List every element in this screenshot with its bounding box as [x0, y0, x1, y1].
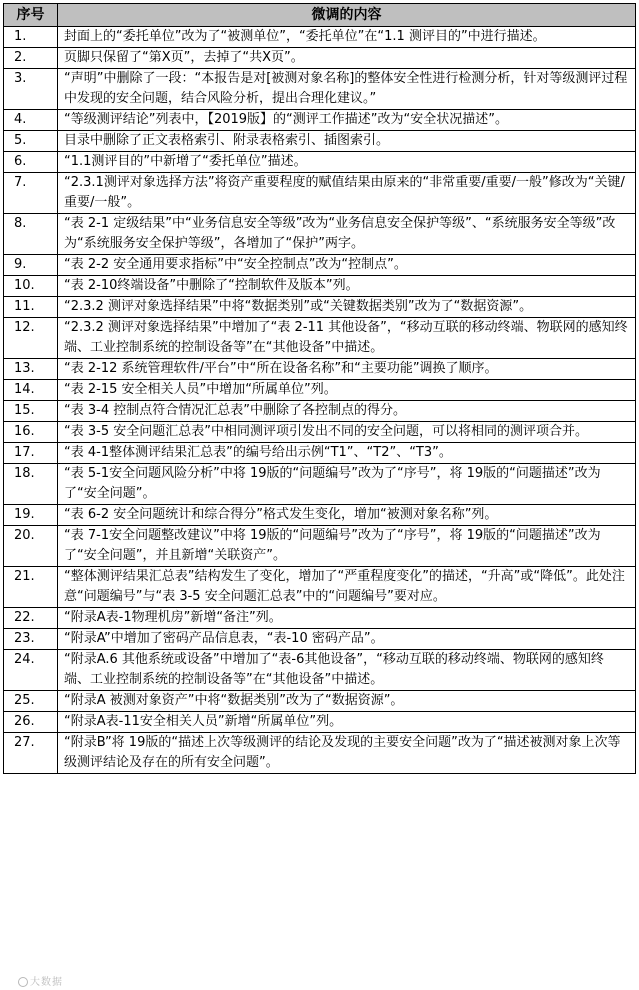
- row-content: “附录B”将 19版的“描述上次等级测评的结论及发现的主要安全问题”改为了“描述被测对象上次等级测评结论及存在的所有安全问题”。: [58, 733, 636, 774]
- row-content: “表 4-1整体测评结果汇总表”的编号给出示例“T1”、“T2”、“T3”。: [58, 443, 636, 464]
- row-number: 5.: [4, 131, 58, 152]
- table-row: [4, 27, 636, 48]
- table-row: [4, 152, 636, 173]
- table-row: [4, 276, 636, 297]
- table-row: [4, 401, 636, 422]
- table-row: [4, 526, 636, 567]
- row-content: 封面上的“委托单位”改为了“被测单位”，“委托单位”在“1.1 测评目的”中进行描述。: [58, 27, 636, 48]
- row-content: “表 2-10终端设备”中删除了“控制软件及版本”列。: [58, 276, 636, 297]
- row-content: “表 2-2 安全通用要求指标”中“安全控制点”改为“控制点”。: [58, 255, 636, 276]
- row-number: 15.: [4, 401, 58, 422]
- table-row: [4, 650, 636, 691]
- table-row: [4, 567, 636, 608]
- row-content: “表 6-2 安全问题统计和综合得分”格式发生变化，增加“被测对象名称”列。: [58, 505, 636, 526]
- table-row: [4, 214, 636, 255]
- row-number: 2.: [4, 48, 58, 69]
- row-content: “附录A 被测对象资产”中将“数据类别”改为了“数据资源”。: [58, 691, 636, 712]
- table-row: [4, 443, 636, 464]
- row-number: 21.: [4, 567, 58, 608]
- row-number: 25.: [4, 691, 58, 712]
- row-number: 9.: [4, 255, 58, 276]
- table-row: [4, 505, 636, 526]
- row-content: “附录A表-1物理机房”新增“备注”列。: [58, 608, 636, 629]
- row-number: 27.: [4, 733, 58, 774]
- row-number: 4.: [4, 110, 58, 131]
- row-content: “附录A.6 其他系统或设备”中增加了“表-6其他设备”，“移动互联的移动终端、物联网的感知终端、工业控制系统的控制设备等”在“其他设备”中描述。: [58, 650, 636, 691]
- row-number: 16.: [4, 422, 58, 443]
- row-number: 10.: [4, 276, 58, 297]
- row-content: “2.3.1测评对象选择方法”将资产重要程度的赋值结果由原来的“非常重要/重要/一般”修改为“关键/重要/一般”。: [58, 173, 636, 214]
- table-row: [4, 380, 636, 401]
- table-row: [4, 297, 636, 318]
- row-content: “1.1测评目的”中新增了“委托单位”描述。: [58, 152, 636, 173]
- row-number: 14.: [4, 380, 58, 401]
- table-row: [4, 131, 636, 152]
- row-number: 8.: [4, 214, 58, 255]
- row-content: “2.3.2 测评对象选择结果”中增加了“表 2-11 其他设备”，“移动互联的移动终端、物联网的感知终端、工业控制系统的控制设备等”在“其他设备”中描述。: [58, 318, 636, 359]
- row-content: “表 2-12 系统管理软件/平台”中“所在设备名称”和“主要功能”调换了顺序。: [58, 359, 636, 380]
- row-content: “附录A”中增加了密码产品信息表，“表-10 密码产品”。: [58, 629, 636, 650]
- watermark-logo-icon: [18, 977, 28, 987]
- table-row: [4, 733, 636, 774]
- row-number: 1.: [4, 27, 58, 48]
- row-content: “表 7-1安全问题整改建议”中将 19版的“问题编号”改为了“序号”，将 19版的“问题描述”改为了“安全问题”，并且新增“关联资产”。: [58, 526, 636, 567]
- row-number: 13.: [4, 359, 58, 380]
- row-number: 23.: [4, 629, 58, 650]
- row-number: 6.: [4, 152, 58, 173]
- row-content: 目录中删除了正文表格索引、附录表格索引、插图索引。: [58, 131, 636, 152]
- table-row: [4, 110, 636, 131]
- table-row: [4, 173, 636, 214]
- table-body: [4, 27, 636, 774]
- row-number: 11.: [4, 297, 58, 318]
- row-number: 17.: [4, 443, 58, 464]
- row-number: 18.: [4, 464, 58, 505]
- row-content: “附录A表-11安全相关人员”新增“所属单位”列。: [58, 712, 636, 733]
- table-row: [4, 691, 636, 712]
- row-content: “表 3-4 控制点符合情况汇总表”中删除了各控制点的得分。: [58, 401, 636, 422]
- row-content: “表 3-5 安全问题汇总表”中相同测评项引发出不同的安全问题，可以将相同的测评项合并。: [58, 422, 636, 443]
- row-number: 22.: [4, 608, 58, 629]
- table-row: [4, 712, 636, 733]
- row-number: 24.: [4, 650, 58, 691]
- table-row: [4, 48, 636, 69]
- table-row: [4, 255, 636, 276]
- row-content: “表 5-1安全问题风险分析”中将 19版的“问题编号”改为了“序号”，将 19版的“问题描述”改为了“安全问题”。: [58, 464, 636, 505]
- changes-table: [3, 3, 636, 774]
- row-content: 页脚只保留了“第X页”，去掉了“共X页”。: [58, 48, 636, 69]
- watermark: [18, 973, 63, 988]
- row-number: 12.: [4, 318, 58, 359]
- row-number: 3.: [4, 69, 58, 110]
- table-row: [4, 318, 636, 359]
- table-row: [4, 608, 636, 629]
- table-row: [4, 359, 636, 380]
- header-number: 序号: [4, 4, 58, 27]
- row-content: “声明”中删除了一段：“本报告是对[被测对象名称]的整体安全性进行检测分析，针对等级测评过程中发现的安全问题，结合风险分析，提出合理化建议。”: [58, 69, 636, 110]
- row-number: 19.: [4, 505, 58, 526]
- row-number: 26.: [4, 712, 58, 733]
- table-row: [4, 69, 636, 110]
- table-header-row: [4, 4, 636, 27]
- table-row: [4, 464, 636, 505]
- table-row: [4, 422, 636, 443]
- table-row: [4, 629, 636, 650]
- header-content: 微调的内容: [58, 4, 636, 27]
- row-content: “2.3.2 测评对象选择结果”中将“数据类别”或“关键数据类别”改为了“数据资源”。: [58, 297, 636, 318]
- watermark-text: 大数据: [30, 977, 63, 988]
- row-content: “表 2-1 定级结果”中“业务信息安全等级”改为“业务信息安全保护等级”、“系统服务安全等级”改为“系统服务安全保护等级”，各增加了“保护”两字。: [58, 214, 636, 255]
- row-content: “表 2-15 安全相关人员”中增加“所属单位”列。: [58, 380, 636, 401]
- row-content: “等级测评结论”列表中，【2019版】的“测评工作描述”改为“安全状况描述”。: [58, 110, 636, 131]
- row-number: 7.: [4, 173, 58, 214]
- row-content: “整体测评结果汇总表”结构发生了变化，增加了“严重程度变化”的描述，“升高”或“降低”。此处注意“问题编号”与“表 3-5 安全问题汇总表”中的“问题编号”要对应。: [58, 567, 636, 608]
- row-number: 20.: [4, 526, 58, 567]
